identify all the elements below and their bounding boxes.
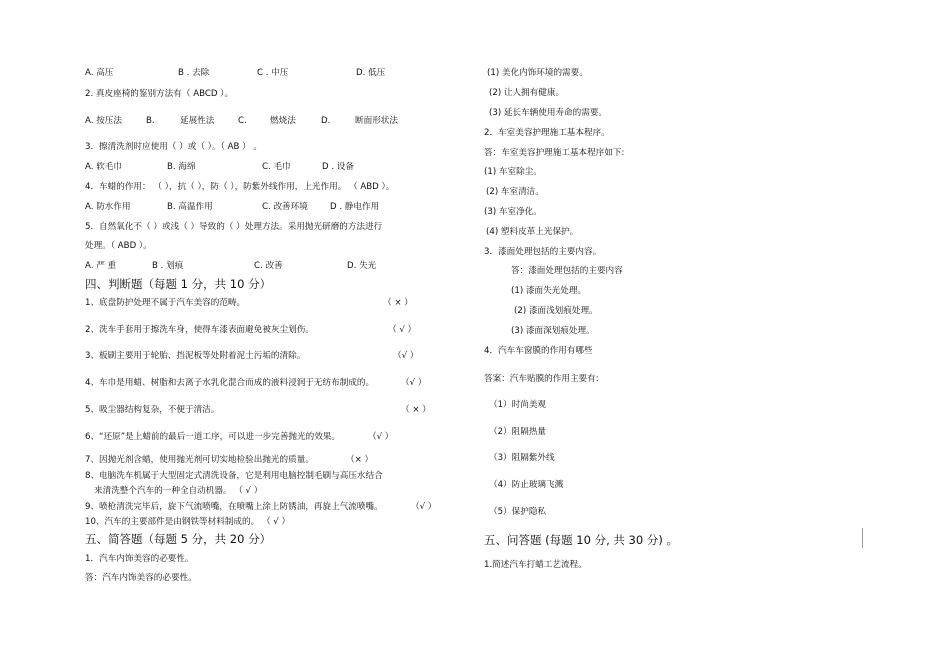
option-d: D. 失光	[347, 261, 377, 271]
judgment-text: 2、洗车手套用于擦洗车身，使得车漆表面避免被灰尘划伤。	[85, 325, 314, 335]
list-item: (2) 漆面浅划痕处理。	[514, 306, 598, 316]
judgment-text: 10、汽车的主要部件是由钢铁等材料制成的。 （ √ ）	[85, 517, 291, 527]
judgment-text: 3、板刷主要用于轮胎、挡泥板等处附着泥土污垢的清除。	[85, 351, 306, 361]
judgment-answer: （√ ）	[393, 351, 419, 361]
list-item: （2）阻隔热量	[489, 427, 547, 437]
option-d: D.	[321, 116, 331, 126]
option-b: B. 海绵	[167, 162, 196, 172]
section-5-title: 五、简答题（每题 5 分，共 20 分）	[85, 532, 272, 546]
option-a: A. 软毛巾	[85, 162, 122, 172]
judgment-text: 来清洗整个汽车的一种全自动机器。 （ √ ）	[94, 486, 263, 496]
judgment-answer: （ × ）	[383, 298, 413, 308]
answer-text: 答案：汽车贴膜的作用主要有:	[484, 374, 599, 384]
judgment-text: 5、吸尘器结构复杂，不便于清洁。	[85, 405, 220, 415]
option-a: A. 高压	[85, 68, 114, 78]
list-item: (4) 塑料皮革上光保护。	[486, 227, 579, 237]
list-item: (3) 延长车辆使用寿命的需要。	[489, 108, 608, 118]
list-item: （3）阻隔紫外线	[489, 453, 555, 463]
essay-question: 1.简述汽车打蜡工艺流程。	[484, 560, 587, 570]
judgment-answer: （ √ ）	[388, 325, 417, 335]
question-heading: 4．汽车车窗膜的作用有哪些	[484, 346, 593, 356]
question-2: 2. 真皮座椅的鉴别方法有（ ABCD ）。	[85, 89, 234, 99]
option-c: C. 改善	[254, 261, 283, 271]
judgment-text: 6、“还原”是上蜡前的最后一道工序，可以进一步完善抛光的效果。	[85, 432, 340, 442]
section-4-title: 四、判断题（每题 1 分，共 10 分）	[85, 277, 272, 291]
page-edge-divider	[862, 528, 863, 548]
question-4: 4．车蜡的作用： （ ），抗（ ），防（ ），防紫外线作用，上光作用。 （ ABD ）。	[85, 182, 395, 192]
option-a: A. 防水作用	[85, 202, 131, 212]
question-heading: 3．漆面处理包括的主要内容。	[484, 247, 602, 257]
list-item: (1) 漆面失光处理。	[511, 286, 587, 296]
judgment-answer: （× ）	[346, 455, 374, 465]
option-b: B. 高温作用	[167, 202, 213, 212]
question-heading: 2．车室美容护理施工基本程序。	[484, 128, 610, 138]
option-d: D. 低压	[356, 68, 386, 78]
list-item: （1）时尚美观	[489, 400, 547, 410]
list-item: （5）保护隐私	[489, 507, 547, 517]
judgment-text: 7、因抛光剂含蜡，使用抛光剂可切实地检验出抛光的质量。	[85, 455, 314, 465]
option-c-text: 燃烧法	[270, 116, 296, 126]
option-b: B . 去除	[178, 68, 210, 78]
option-a: A. 按压法	[85, 116, 122, 126]
judgment-answer: （√ ）	[401, 378, 427, 388]
judgment-answer: （√ ）	[368, 432, 394, 442]
short-answer-question: 1．汽车内饰美容的必要性。	[85, 554, 194, 564]
option-c: C. 改善环境	[262, 202, 308, 212]
question-5-line-1: 5．自然氧化不（ ）或浅（ ）导致的（ ）处理方法。采用抛光研磨的方法进行	[85, 222, 383, 232]
option-d: D . 静电作用	[330, 202, 380, 212]
option-c: C.	[238, 116, 247, 126]
option-d: D . 设备	[322, 162, 355, 172]
judgment-text: 8、电脑洗车机属于大型固定式清洗设备，它是利用电脑控制毛刷与高压水结合	[85, 471, 383, 481]
option-c: C. 毛巾	[262, 162, 291, 172]
option-b: B . 划痕	[152, 261, 184, 271]
option-d-text: 断面形状法	[355, 116, 398, 126]
judgment-text: 9、喷枪清洗完毕后，旋下气流喷嘴，在喷嘴上涂上防锈油，再旋上气流喷嘴。	[85, 502, 383, 512]
short-answer-response: 答：汽车内饰美容的必要性。	[85, 573, 197, 583]
list-item: (1) 美化内饰环境的需要。	[487, 68, 588, 78]
judgment-answer: （√ ）	[411, 502, 437, 512]
judgment-text: 1、底盘防护处理不属于汽车美容的范畴。	[85, 298, 246, 308]
answer-text: 答：车室美容护理施工基本程序如下:	[484, 148, 625, 158]
judgment-text: 4、车巾是用蜡、树脂和去离子水乳化混合而成的液料浸润于无纺布制成的。	[85, 378, 375, 388]
option-a: A. 严 重	[85, 261, 117, 271]
list-item: (3) 漆面深划痕处理。	[511, 326, 595, 336]
list-item: （4）防止玻璃飞溅	[489, 480, 564, 490]
question-3: 3．擦清洗剂时应使用（ ）或（ ）。（ AB ） 。	[85, 142, 262, 152]
list-item: (1) 车室除尘。	[484, 167, 542, 177]
answer-text: 答：漆面处理包括的主要内容	[511, 266, 623, 276]
list-item: (3) 车室净化。	[484, 207, 542, 217]
option-b-text: 延展性法	[180, 116, 215, 126]
section-6-title: 五、问答题 (每题 10 分, 共 30 分) 。	[484, 533, 678, 547]
option-c: C . 中压	[257, 68, 289, 78]
judgment-answer: （ × ）	[401, 405, 431, 415]
option-b: B.	[146, 116, 155, 126]
list-item: (2) 车室清洁。	[486, 187, 544, 197]
list-item: (2) 让人拥有健康。	[489, 88, 565, 98]
question-5-line-2: 处理。（ ABD ）。	[85, 241, 152, 251]
